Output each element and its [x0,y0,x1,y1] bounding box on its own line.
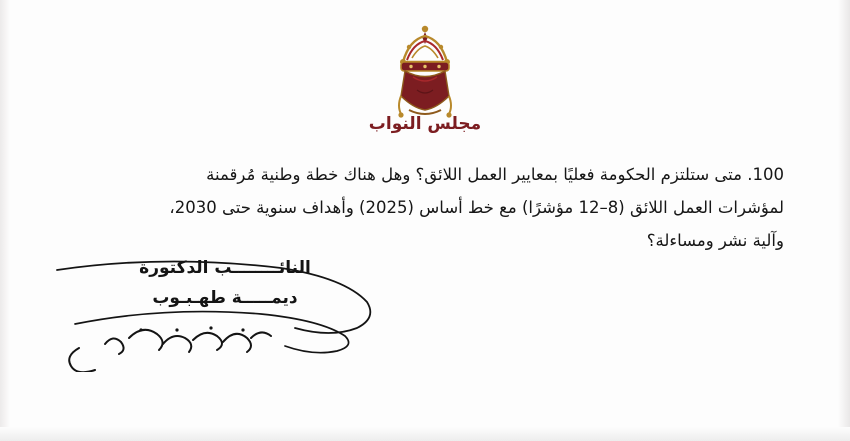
question-line-3: وآلية نشر ومساءلة؟ [646,231,784,250]
organization-caption: مجلس النواب [368,114,482,134]
scan-edge-bottom [0,427,850,441]
emblem-container [0,22,850,124]
question-line-2: لمؤشرات العمل اللائق (8–12 مؤشرًا) مع خط أساس (2025) وأهداف سنوية حتى 2030، [169,198,784,217]
question-text-block [62,158,784,257]
signature-name: ديمـــــة طهـبـوب [152,288,298,308]
signature-title: النائــــــــب الدكتورة [139,258,311,278]
jordan-parliament-crown-emblem-icon [379,22,471,120]
signature-block [60,258,390,308]
question-line-1: 100. متى ستلتزم الحكومة فعليًا بمعايير العمل اللائق؟ وهل هناك خطة وطنية مُرقمنة [206,165,784,184]
